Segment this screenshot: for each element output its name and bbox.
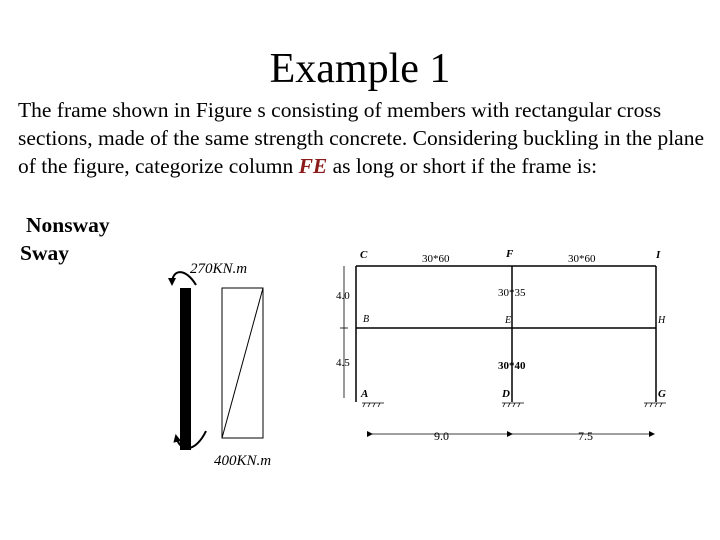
node-f-label: F (506, 248, 514, 260)
slide-title: Example 1 (269, 46, 451, 92)
moment-diagram-diagonal (222, 288, 263, 438)
support-d-icon (502, 403, 524, 407)
column-lower-size-label: 30*40 (498, 360, 526, 372)
node-g-label: G (658, 388, 666, 400)
support-a-icon (362, 403, 384, 407)
node-d-label: D (502, 388, 510, 400)
node-c-label: C (360, 249, 368, 261)
top-moment-label: 270KN.m (190, 261, 248, 277)
moment-diagram (172, 261, 271, 469)
beam-left-size-label: 30*60 (422, 253, 450, 265)
bottom-moment-label: 400KN.m (214, 453, 272, 469)
column-upper-size-label: 30*35 (498, 287, 526, 299)
statement-part-1: The frame shown in Figure s consisting of members with rectangular cross sections, made of the same strength concrete. Considering buckling in the plane of the figure, categorize column (18, 98, 705, 178)
height-lower-label: 4.5 (336, 357, 350, 369)
node-i-label: I (656, 249, 661, 261)
option-sway: Sway (20, 241, 69, 265)
column-fe-highlight: FE (298, 154, 328, 178)
span-right-label: 7.5 (578, 429, 593, 443)
option-nonsway: Nonsway (26, 213, 110, 237)
node-b-label: B (363, 314, 370, 325)
frame-labels (336, 248, 666, 443)
column-member (180, 288, 191, 450)
height-upper-label: 4.0 (336, 290, 350, 302)
statement-part-2: as long or short if the frame is: (327, 154, 598, 178)
node-a-label: A (361, 388, 369, 400)
node-e-label: E (505, 315, 512, 326)
support-g-icon (644, 403, 666, 407)
node-h-label: H (658, 315, 666, 326)
span-left-label: 9.0 (434, 429, 449, 443)
beam-right-size-label: 30*60 (568, 253, 596, 265)
